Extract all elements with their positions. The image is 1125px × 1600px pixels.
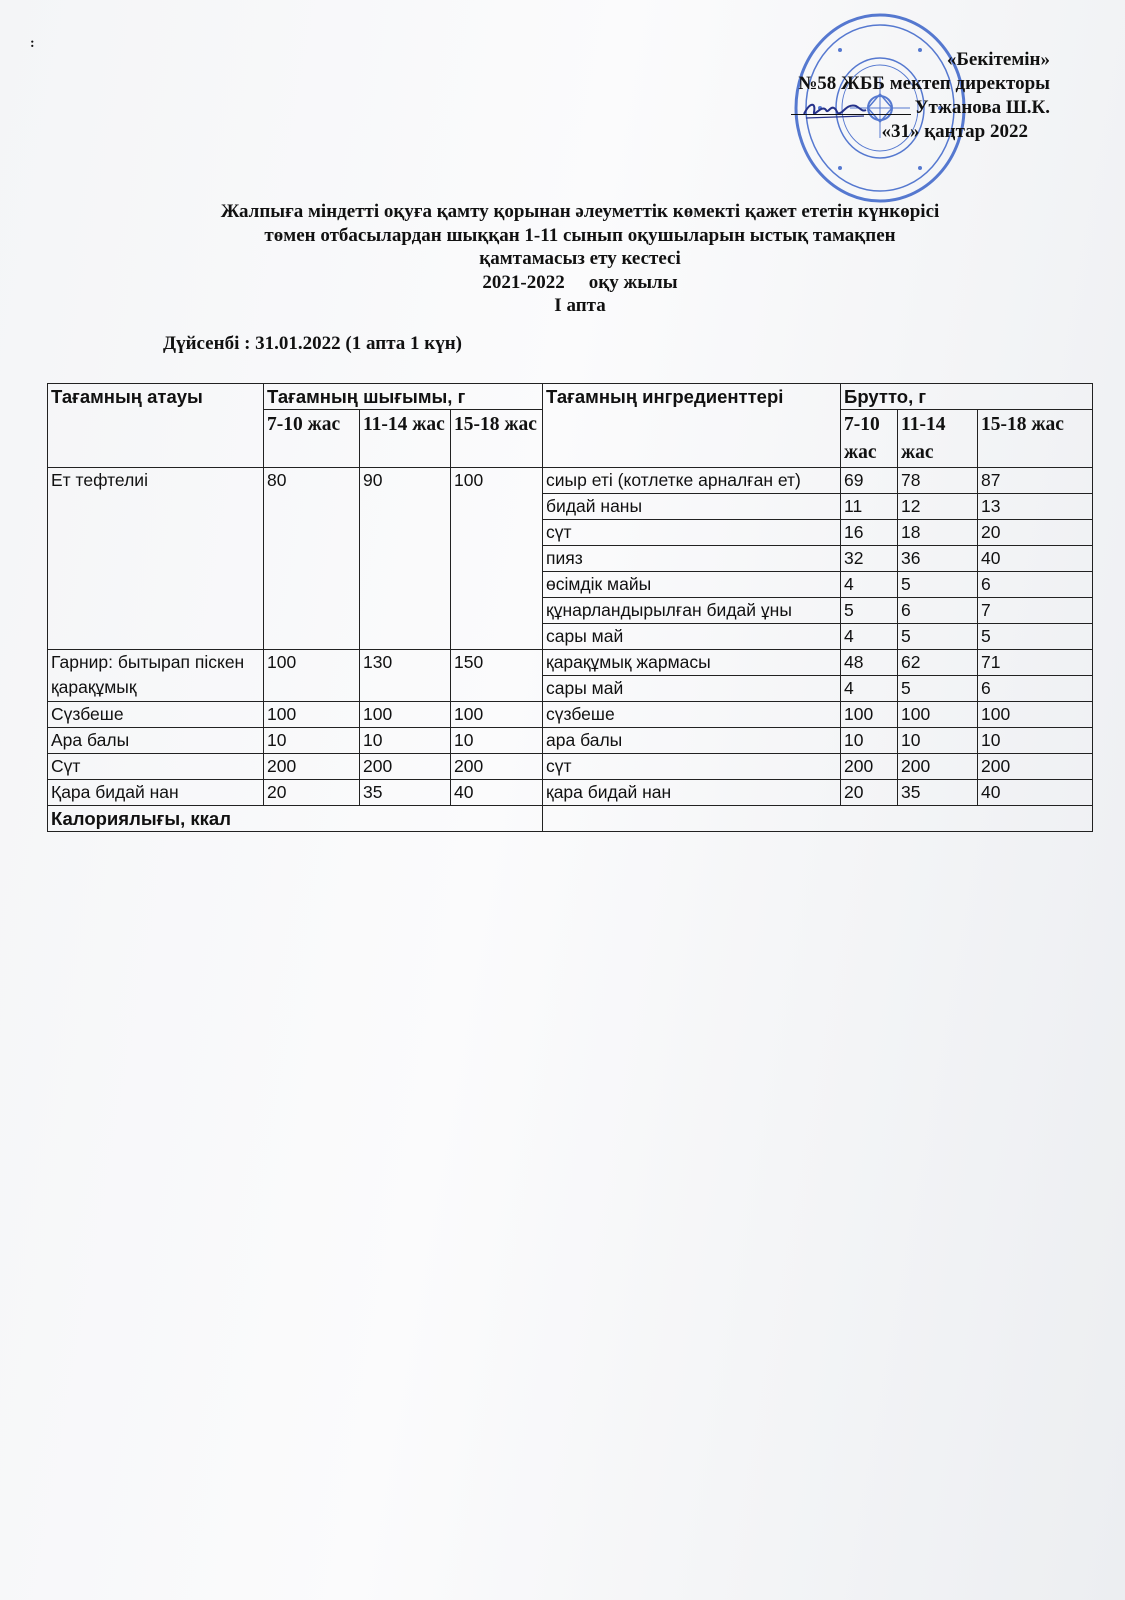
table-row: [48, 650, 1093, 676]
yield-cell: 200: [264, 754, 360, 780]
yield-cell: 10: [264, 728, 360, 754]
header-ingredients: Тағамның ингредиенттері: [543, 384, 841, 468]
gross-cell: 48: [841, 650, 898, 676]
yield-cell: 130: [360, 650, 451, 702]
dish-name-cell: Ара балы: [48, 728, 264, 754]
calories-value: [543, 806, 1093, 832]
gross-cell: 20: [978, 520, 1093, 546]
yield-cell: 100: [360, 702, 451, 728]
header-gross-age-15-18: 15-18 жас: [978, 410, 1093, 468]
header-gross-age-7-10: 7-10 жас: [841, 410, 898, 468]
document-heading: [90, 200, 1070, 318]
corner-mark: :: [30, 36, 35, 51]
gross-cell: 100: [978, 702, 1093, 728]
heading-line-1: Жалпыға міндетті оқуға қамту қорынан әлеуметтік көмекті қажет ететін күнкөрісі: [220, 201, 940, 222]
day-label: Дүйсенбі : 31.01.2022 (1 апта 1 күн): [163, 333, 462, 354]
gross-cell: 13: [978, 494, 1093, 520]
approval-name: Утжанова Ш.К.: [914, 97, 1050, 118]
year-suffix: оқу жылы: [588, 271, 678, 293]
gross-cell: 32: [841, 546, 898, 572]
gross-cell: 10: [841, 728, 898, 754]
table-row: [48, 754, 1093, 780]
table-row: [48, 728, 1093, 754]
ingredient-cell: құнарландырылған бидай ұны: [543, 598, 841, 624]
ingredient-cell: ара балы: [543, 728, 841, 754]
gross-cell: 200: [898, 754, 978, 780]
yield-cell: 35: [360, 780, 451, 806]
gross-cell: 100: [841, 702, 898, 728]
ingredient-cell: сүзбеше: [543, 702, 841, 728]
gross-cell: 5: [978, 624, 1093, 650]
gross-cell: 16: [841, 520, 898, 546]
yield-cell: 100: [264, 650, 360, 702]
dish-name-cell: Ет тефтелиі: [48, 468, 264, 650]
header-yield-age-11-14: 11-14 жас: [360, 410, 451, 468]
dish-name-cell: Сүзбеше: [48, 702, 264, 728]
table-row: [48, 468, 1093, 494]
gross-cell: 5: [898, 572, 978, 598]
header-yield-age-15-18: 15-18 жас: [451, 410, 543, 468]
gross-cell: 4: [841, 624, 898, 650]
approval-position: №58 ЖББ мектеп директоры: [798, 73, 1050, 94]
dish-name-cell: Сүт: [48, 754, 264, 780]
gross-cell: 5: [898, 624, 978, 650]
gross-cell: 6: [898, 598, 978, 624]
gross-cell: 6: [978, 676, 1093, 702]
approval-block: [791, 48, 1050, 144]
yield-cell: 100: [264, 702, 360, 728]
header-yield-age-7-10: 7-10 жас: [264, 410, 360, 468]
ingredient-cell: сары май: [543, 676, 841, 702]
gross-cell: 4: [841, 676, 898, 702]
ingredient-cell: сүт: [543, 520, 841, 546]
dish-name-cell: Гарнир: бытырап піскен қарақұмық: [48, 650, 264, 702]
ingredient-cell: өсімдік майы: [543, 572, 841, 598]
gross-cell: 4: [841, 572, 898, 598]
approval-date: «31» қаңтар 2022: [881, 121, 1028, 142]
gross-cell: 100: [898, 702, 978, 728]
gross-cell: 87: [978, 468, 1093, 494]
gross-cell: 5: [841, 598, 898, 624]
gross-cell: 10: [978, 728, 1093, 754]
calories-label: Калориялығы, ккал: [48, 806, 543, 832]
header-yield: Тағамның шығымы, г: [264, 384, 543, 410]
ingredient-cell: қара бидай нан: [543, 780, 841, 806]
gross-cell: 10: [898, 728, 978, 754]
gross-cell: 12: [898, 494, 978, 520]
gross-cell: 18: [898, 520, 978, 546]
gross-cell: 11: [841, 494, 898, 520]
menu-table: [47, 383, 1093, 832]
header-dish-name: Тағамның атауы: [48, 384, 264, 468]
heading-line-3: қамтамасыз ету кестесі: [479, 248, 681, 269]
gross-cell: 200: [841, 754, 898, 780]
yield-cell: 200: [451, 754, 543, 780]
gross-cell: 36: [898, 546, 978, 572]
heading-line-2: төмен отбасылардан шыққан 1-11 сынып оқушыларын ыстық тамақпен: [264, 224, 896, 246]
gross-cell: 40: [978, 546, 1093, 572]
table-row: [48, 780, 1093, 806]
header-gross-age-11-14: 11-14 жас: [898, 410, 978, 468]
yield-cell: 200: [360, 754, 451, 780]
yield-cell: 40: [451, 780, 543, 806]
gross-cell: 40: [978, 780, 1093, 806]
gross-cell: 5: [898, 676, 978, 702]
week-label: І апта: [554, 295, 606, 316]
signature-blank: [791, 96, 911, 115]
approval-signature-line: [791, 96, 1050, 120]
dish-name-cell: Қара бидай нан: [48, 780, 264, 806]
gross-cell: 71: [978, 650, 1093, 676]
yield-cell: 80: [264, 468, 360, 650]
year-range: 2021-2022: [482, 271, 565, 293]
yield-cell: 10: [360, 728, 451, 754]
yield-cell: 100: [451, 468, 543, 650]
gross-cell: 200: [978, 754, 1093, 780]
ingredient-cell: бидай наны: [543, 494, 841, 520]
gross-cell: 20: [841, 780, 898, 806]
gross-cell: 78: [898, 468, 978, 494]
ingredient-cell: сары май: [543, 624, 841, 650]
ingredient-cell: сүт: [543, 754, 841, 780]
gross-cell: 35: [898, 780, 978, 806]
gross-cell: 69: [841, 468, 898, 494]
academic-year: [90, 271, 1070, 295]
ingredient-cell: сиыр еті (котлетке арналған ет): [543, 468, 841, 494]
gross-cell: 7: [978, 598, 1093, 624]
header-gross: Брутто, г: [841, 384, 1093, 410]
yield-cell: 100: [451, 702, 543, 728]
yield-cell: 20: [264, 780, 360, 806]
gross-cell: 6: [978, 572, 1093, 598]
approval-title: «Бекітемін»: [946, 49, 1050, 70]
yield-cell: 90: [360, 468, 451, 650]
ingredient-cell: пияз: [543, 546, 841, 572]
menu-table-body: [48, 468, 1093, 806]
gross-cell: 62: [898, 650, 978, 676]
ingredient-cell: қарақұмық жармасы: [543, 650, 841, 676]
yield-cell: 150: [451, 650, 543, 702]
yield-cell: 10: [451, 728, 543, 754]
table-row: [48, 702, 1093, 728]
